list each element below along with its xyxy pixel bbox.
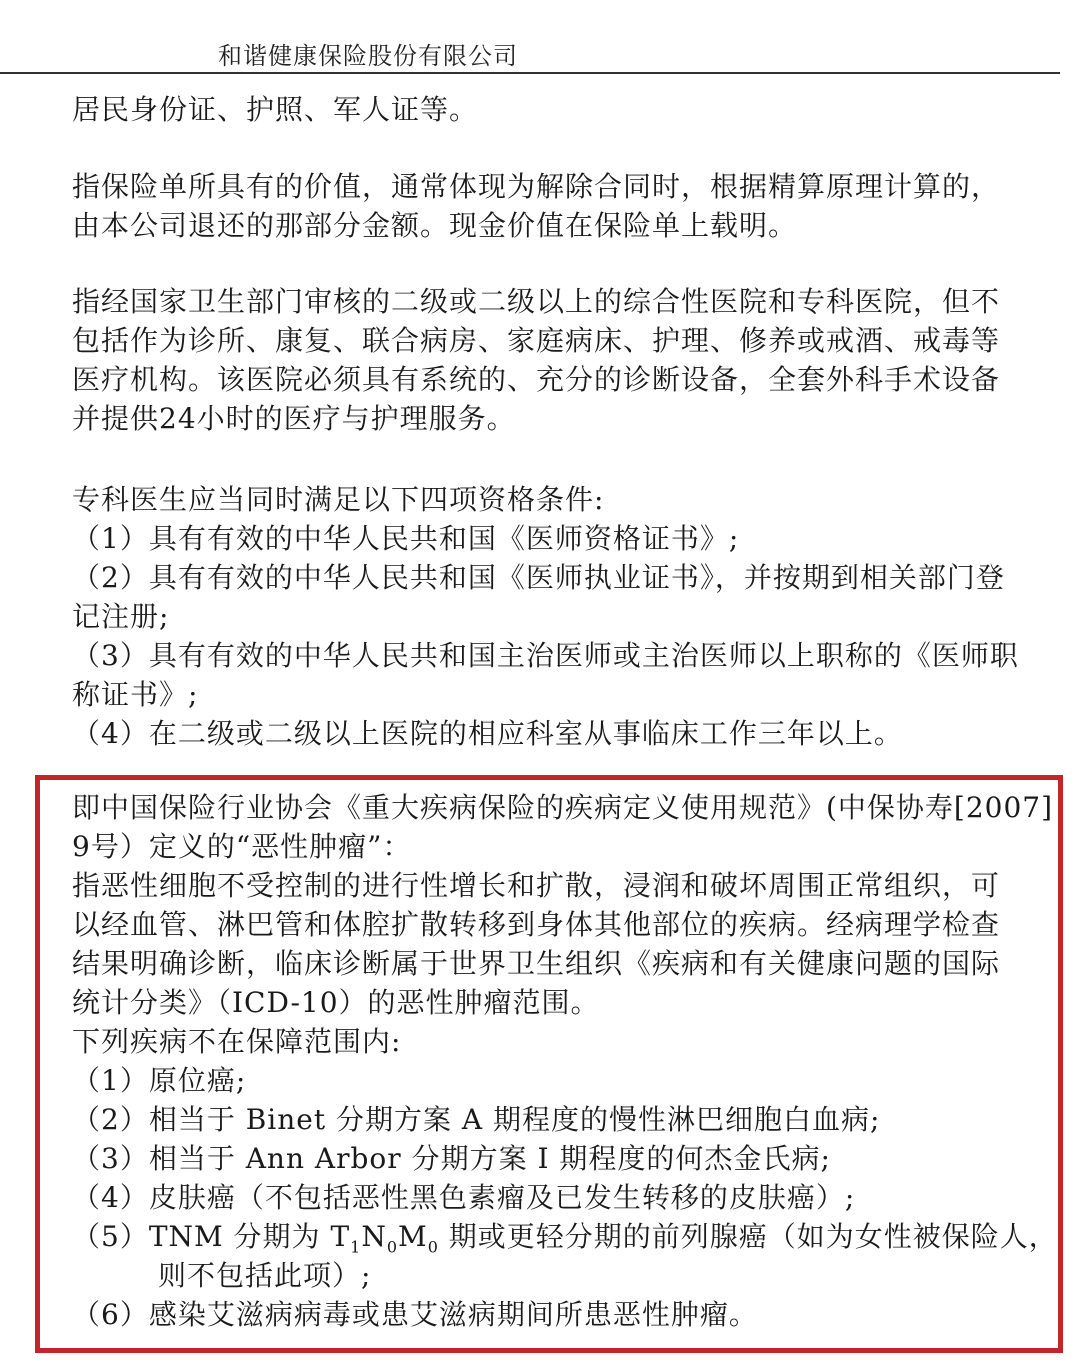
list-item: （6）感染艾滋病病毒或患艾滋病期间所患恶性肿瘤。	[72, 1298, 758, 1331]
list-item: （1）具有有效的中华人民共和国《医师资格证书》;	[72, 522, 740, 555]
text-line: 并提供24小时的医疗与护理服务。	[72, 402, 516, 435]
text-line: 统计分类》（ICD-10）的恶性肿瘤范围。	[72, 986, 600, 1019]
text-line: 9号）定义的“恶性肿瘤”：	[72, 830, 412, 863]
paragraph-cash-value	[72, 167, 1052, 245]
text-line: 即中国保险行业协会《重大疾病保险的疾病定义使用规范》(中保协寿[2007]	[72, 791, 1054, 824]
text-line: 指经国家卫生部门审核的二级或二级以上的综合性医院和专科医院，但不	[72, 285, 1001, 318]
list-item: （4）在二级或二级以上医院的相应科室从事临床工作三年以上。	[72, 717, 903, 750]
paragraph-hospital	[72, 282, 1052, 438]
paragraph-id-documents	[72, 90, 1052, 129]
text-line: 专科医生应当同时满足以下四项资格条件:	[72, 483, 605, 516]
text-line: 以经血管、淋巴管和体腔扩散转移到身体其他部位的疾病。经病理学检查	[72, 908, 1001, 941]
list-item: （1）原位癌;	[72, 1064, 247, 1097]
text-line: 指恶性细胞不受控制的进行性增长和扩散，浸润和破坏周围正常组织，可	[72, 869, 1001, 902]
text-line: 医疗机构。该医院必须具有系统的、充分的诊断设备，全套外科手术设备	[72, 363, 1001, 396]
n-subscript: 0	[386, 1237, 399, 1257]
list-item-continuation: 则不包括此项）;	[158, 1259, 372, 1292]
tnm-prefix: （5）TNM 分期为 T	[72, 1220, 351, 1253]
text-line: 指保险单所具有的价值，通常体现为解除合同时，根据精算原理计算的，	[72, 170, 1001, 203]
text-line: 结果明确诊断，临床诊断属于世界卫生组织《疾病和有关健康问题的国际	[72, 947, 1001, 980]
list-item-tnm	[72, 1217, 1058, 1257]
paragraph-malignant-tumor	[72, 788, 1058, 1334]
n-letter: N	[361, 1220, 387, 1253]
page-header	[0, 0, 1060, 74]
list-item: （3）具有有效的中华人民共和国主治医师或主治医师以上职称的《医师职	[72, 639, 1019, 672]
text-line: 居民身份证、护照、军人证等。	[72, 93, 479, 126]
m-letter: M	[398, 1220, 428, 1253]
text-line: 下列疾病不在保障范围内:	[72, 1025, 402, 1058]
list-item: （3）相当于 Ann Arbor 分期方案 I 期程度的何杰金氏病;	[72, 1142, 831, 1175]
m-subscript: 0	[427, 1237, 439, 1257]
company-name: 和谐健康保险股份有限公司	[218, 42, 518, 70]
text-line: 称证书》;	[72, 678, 199, 711]
text-line: 记注册;	[72, 600, 170, 633]
t-subscript: 1	[350, 1237, 362, 1257]
list-item: （2）具有有效的中华人民共和国《医师执业证书》，并按期到相关部门登	[72, 561, 1005, 594]
list-item: （4）皮肤癌（不包括恶性黑色素瘤及已发生转移的皮肤癌）;	[72, 1181, 856, 1214]
text-line: 包括作为诊所、康复、联合病房、家庭病床、护理、修养或戒酒、戒毒等	[72, 324, 1001, 357]
text-line: 由本公司退还的那部分金额。现金价值在保险单上载明。	[72, 209, 798, 242]
paragraph-specialist-doctor	[72, 480, 1052, 753]
list-item: （2）相当于 Binet 分期方案 A 期程度的慢性淋巴细胞白血病;	[72, 1103, 881, 1136]
tnm-suffix: 期或更轻分期的前列腺癌（如为女性被保险人，	[438, 1220, 1058, 1253]
